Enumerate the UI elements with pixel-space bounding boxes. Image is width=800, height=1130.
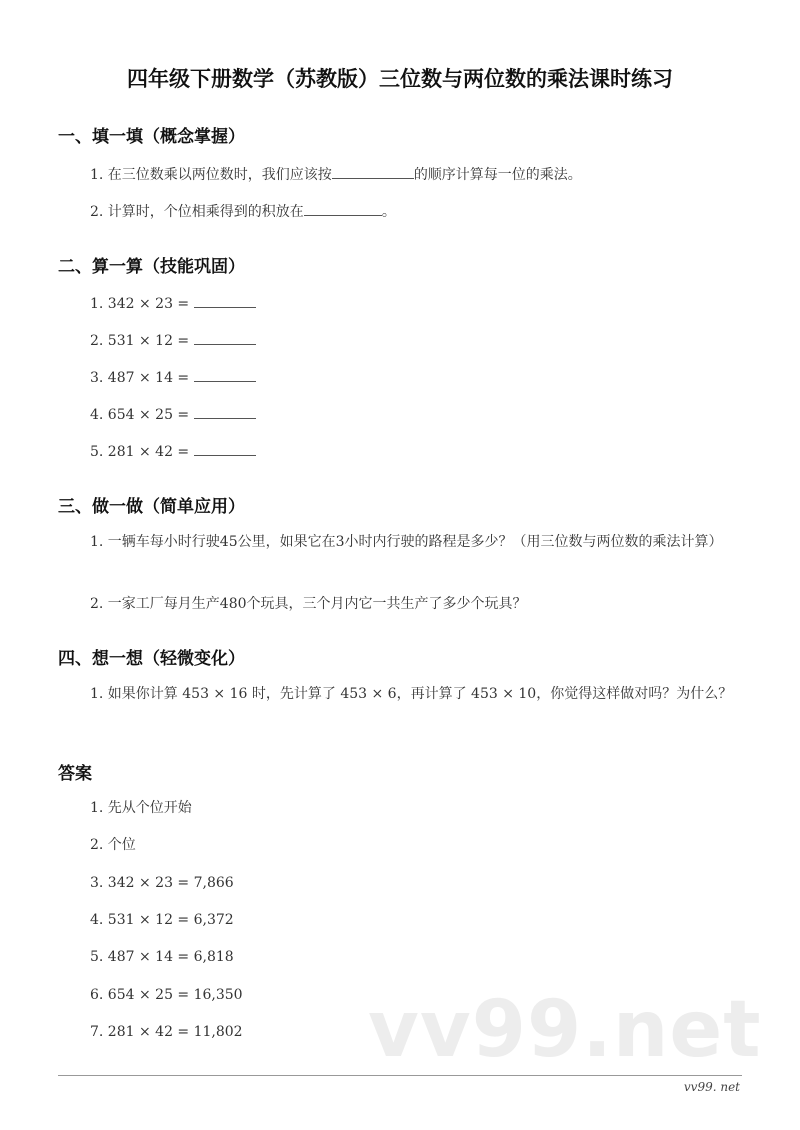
answer-item: 7. 281 × 42 = 11,802 xyxy=(90,1024,243,1040)
question-text: 的顺序计算每一位的乘法。 xyxy=(413,167,582,183)
calc-question xyxy=(90,404,256,425)
question-text: 4. 654 × 25 = xyxy=(90,407,190,423)
answer-blank xyxy=(194,404,256,419)
answer-item: 2. 个位 xyxy=(90,837,136,853)
question-text: 1. 342 × 23 = xyxy=(90,296,190,312)
calc-question xyxy=(90,330,256,351)
section-heading-4: 四、想一想（轻微变化） xyxy=(58,649,245,669)
application-question-1: 1. 一辆车每小时行驶45公里，如果它在3小时内行驶的路程是多少？（用三位数与两位数的乘法计算） xyxy=(90,534,723,550)
answer-blank xyxy=(304,201,382,216)
section-heading-3: 三、做一做（简单应用） xyxy=(58,497,245,517)
question-text: 1. 在三位数乘以两位数时，我们应该按 xyxy=(90,167,332,183)
footer-site: vv99. net xyxy=(683,1080,740,1094)
question-text: 。 xyxy=(381,204,396,220)
answer-blank xyxy=(194,441,256,456)
question-text: 3. 487 × 14 = xyxy=(90,370,190,386)
calc-question xyxy=(90,367,256,388)
section-heading-2: 二、算一算（技能巩固） xyxy=(58,257,245,277)
question-text: 2. 531 × 12 = xyxy=(90,333,190,349)
section-heading-1: 一、填一填（概念掌握） xyxy=(58,127,245,147)
answer-item: 6. 654 × 25 = 16,350 xyxy=(90,987,243,1003)
answer-blank xyxy=(332,164,414,179)
answer-item: 4. 531 × 12 = 6,372 xyxy=(90,912,234,928)
fill-question-1 xyxy=(90,164,582,185)
question-text: 5. 281 × 42 = xyxy=(90,444,190,460)
page-title: 四年级下册数学（苏教版）三位数与两位数的乘法课时练习 xyxy=(127,67,673,91)
application-question-2: 2. 一家工厂每月生产480个玩具，三个月内它一共生产了多少个玩具？ xyxy=(90,596,527,612)
watermark: vv99.net xyxy=(368,985,762,1075)
think-question-1: 1. 如果你计算 453 × 16 时，先计算了 453 × 6，再计算了 453 × 10，你觉得这样做对吗？为什么？ xyxy=(90,686,733,702)
answer-blank xyxy=(194,293,256,308)
answers-heading: 答案 xyxy=(58,764,92,784)
answer-item: 5. 487 × 14 = 6,818 xyxy=(90,949,234,965)
answer-item: 3. 342 × 23 = 7,866 xyxy=(90,875,234,891)
calc-question xyxy=(90,293,256,314)
footer-divider xyxy=(58,1075,742,1076)
question-text: 2. 计算时，个位相乘得到的积放在 xyxy=(90,204,304,220)
calc-question xyxy=(90,441,256,462)
answer-blank xyxy=(194,330,256,345)
answer-blank xyxy=(194,367,256,382)
fill-question-2 xyxy=(90,201,396,222)
answer-item: 1. 先从个位开始 xyxy=(90,800,192,816)
